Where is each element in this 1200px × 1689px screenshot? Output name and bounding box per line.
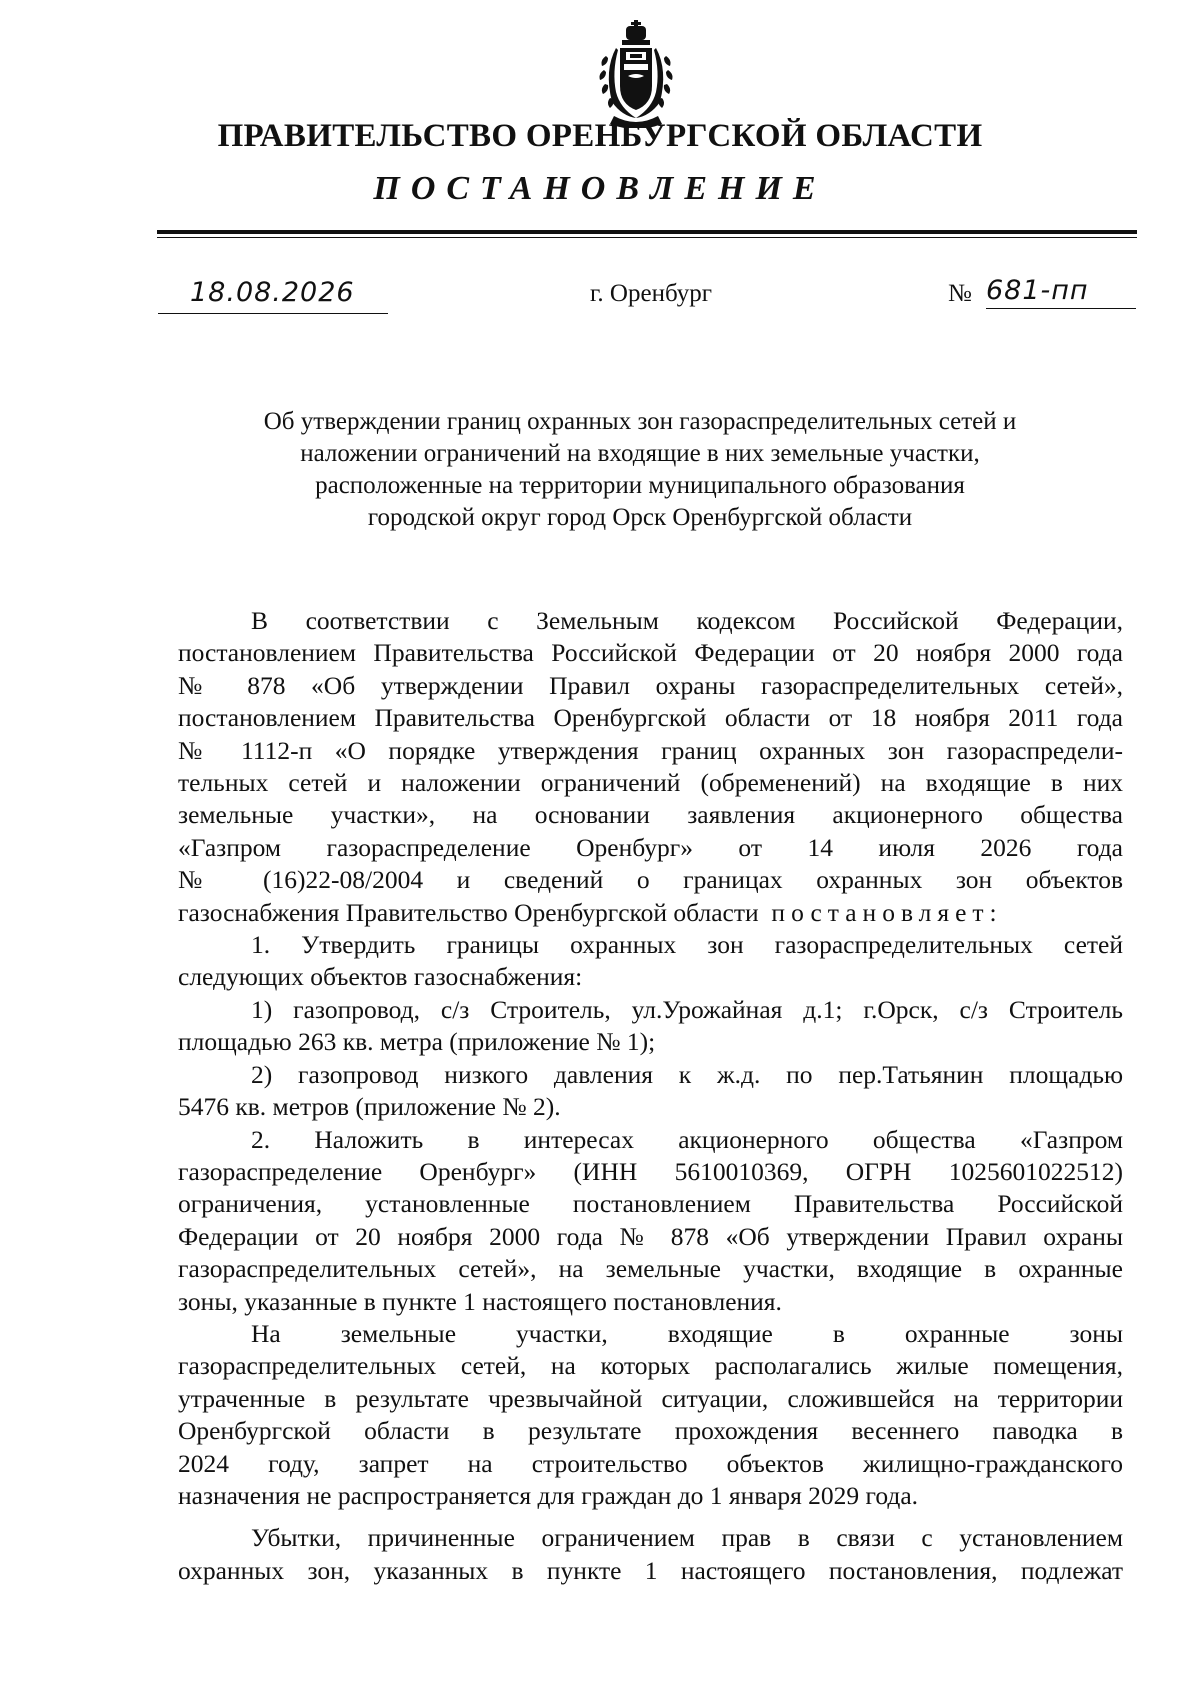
body-line: назначения не распространяется для граждан до 1 января 2029 года. [178,1480,919,1510]
body-line: 1) газопровод, с/з Строитель, ул.Урожайная д.1; г.Орск, с/з Строитель [251,994,1123,1024]
number-sign: № [948,280,972,307]
body-line: № (16)22-08/2004 и сведений о границах охранных зон объектов [178,865,1123,895]
body-line: 2) газопровод низкого давления к ж.д. по пер.Татьянин площадью [251,1059,1123,1089]
body-line: утраченные в результате чрезвычайной ситуации, сложившейся на территории [178,1383,1123,1413]
body-line: газораспределительных сетей», на земельные участки, входящие в охранные [178,1254,1123,1284]
paragraph-item-2 [178,1124,1123,1318]
body-line: газораспределительных сетей, на которых располагались жилые помещения, [178,1351,1123,1381]
body-line: Убытки, причиненные ограничением прав в связи с установлением [251,1523,1123,1553]
document-type: ПОСТАНОВЛЕНИЕ [373,170,827,207]
document-number: 681-пп [986,275,1136,309]
body-line: 2. Наложить в интересах акционерного общества «Газпром [251,1124,1123,1154]
body-line-resolution [178,897,1123,929]
coat-of-arms-emblem [592,20,680,128]
document-body [178,605,1123,1587]
resolution-subject: газоснабжения Правительство Оренбургской области [178,897,759,927]
document-date: 18.08.2026 [190,277,355,308]
body-line: 5476 кв. метров (приложение № 2). [178,1092,561,1122]
body-line: газораспределение Оренбург» (ИНН 5610010369, ОГРН 1025601022512) [178,1156,1123,1186]
body-line: ограничения, установленные постановлением Правительства Российской [178,1189,1123,1219]
body-line: 1. Утвердить границы охранных зон газораспределительных сетей [251,930,1123,960]
header-rule-thin [157,237,1137,238]
title-line: расположенные на территории муниципального образования [315,472,965,499]
body-line: Федерации от 20 ноября 2000 года № 878 «Об утверждении Правил охраны [178,1221,1123,1251]
paragraph-exception [178,1318,1123,1512]
body-line: постановлением Правительства Оренбургской области от 18 ноября 2011 года [178,703,1123,733]
body-line: постановлением Правительства Российской Федерации от 20 ноября 2000 года [178,638,1123,668]
body-line: земельные участки», на основании заявления акционерного общества [178,800,1123,830]
body-line: № 878 «Об утверждении Правил охраны газораспределительных сетей», [178,670,1123,700]
paragraph-item-1-1 [178,994,1123,1059]
title-line: Об утверждении границ охранных зон газораспределительных сетей и [263,408,1017,435]
document-title [200,406,1080,534]
body-line: № 1112-п «О порядке утверждения границ охранных зон газораспредели- [178,735,1123,765]
body-line: На земельные участки, входящие в охранные зоны [251,1318,1123,1348]
city: г. Оренбург [590,280,712,307]
body-line: тельных сетей и наложении ограничений (обременений) на входящие в них [178,768,1123,798]
resolution-verb: постановляет: [771,897,1003,927]
body-line: В соответствии с Земельным кодексом Российской Федерации, [251,606,1123,635]
body-line: 2024 году, запрет на строительство объектов жилищно-гражданского [178,1448,1123,1478]
paragraph-item-1 [178,929,1123,994]
body-line: следующих объектов газоснабжения: [178,962,583,992]
title-line: городской округ город Орск Оренбургской области [367,504,913,531]
body-line: зоны, указанные в пункте 1 настоящего постановления. [178,1286,782,1316]
body-line: площадью 263 кв. метра (приложение № 1); [178,1027,656,1057]
paragraph-item-1-2 [178,1059,1123,1124]
body-line: «Газпром газораспределение Оренбург» от 14 июля 2026 года [178,832,1123,862]
header-rule-thick [157,230,1137,234]
paragraph-losses [178,1522,1123,1587]
organization-name: ПРАВИТЕЛЬСТВО ОРЕНБУРГСКОЙ ОБЛАСТИ [217,118,983,154]
paragraph-preamble [178,605,1123,929]
body-line: Оренбургской области в результате прохождения весеннего паводка в [178,1416,1123,1446]
title-line: наложении ограничений на входящие в них земельные участки, [300,440,980,467]
date-field [158,275,388,314]
body-line: охранных зон, указанных в пункте 1 настоящего постановления, подлежат [178,1555,1123,1585]
